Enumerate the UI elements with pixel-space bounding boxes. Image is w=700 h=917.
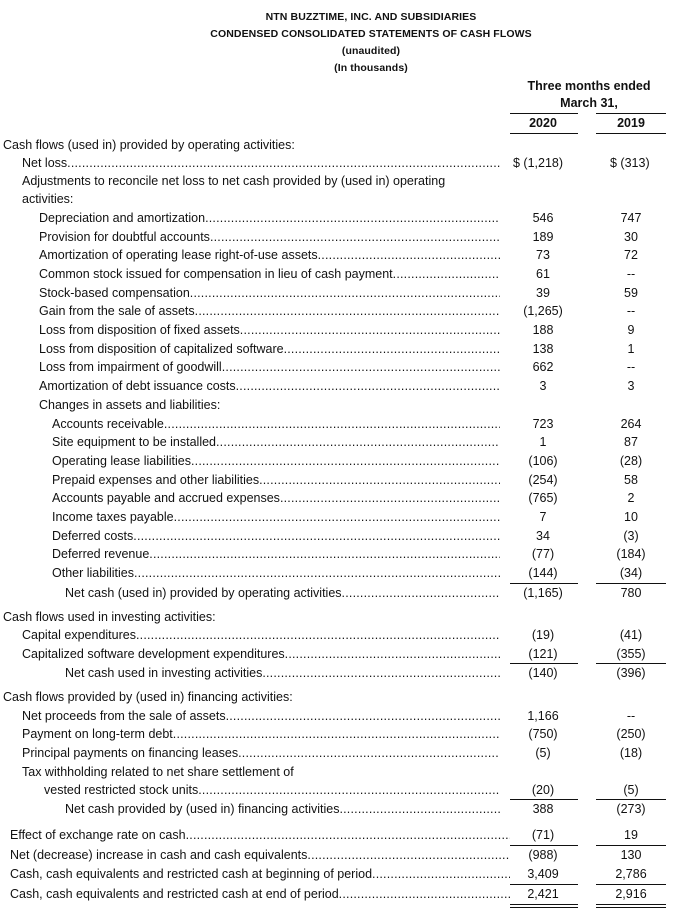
table-row: Cash, cash equivalents and restricted cash at beginning of period ..... 3,409 2,786 (0, 865, 700, 884)
financing-total-row: Net cash provided by (used in) financing activities ..... 388 (273) (0, 800, 700, 819)
table-row: Site equipment to be installed ..... 1 87 (0, 433, 700, 452)
investing-total-row: Net cash used in investing activities ..... (140) (396) (0, 664, 700, 683)
table-row: Deferred revenue ..... (77) (184) (0, 545, 700, 564)
double-underline (510, 904, 578, 905)
table-row: Prepaid expenses and other liabilities ..... (254) 58 (0, 471, 700, 490)
table-row: Amortization of operating lease right-of-use assets ..... 73 72 (0, 246, 700, 265)
tax-withholding-heading: Tax withholding related to net share settlement of (22, 765, 294, 779)
table-row: Loss from impairment of goodwill ..... 662 -- (0, 358, 700, 377)
table-row: Gain from the sale of assets ..... (1,265) -- (0, 302, 700, 321)
statement-title: CONDENSED CONSOLIDATED STATEMENTS OF CASH FLOWS (210, 28, 532, 40)
table-row: Net proceeds from the sale of assets ..... 1,166 -- (0, 707, 700, 726)
table-row: Net loss ..... $ (1,218) $ (313) (0, 154, 700, 173)
double-underline (596, 904, 666, 905)
audit-note: (unaudited) (341, 45, 401, 57)
changes-heading: Changes in assets and liabilities: (39, 398, 221, 412)
period-header-line1: Three months ended (527, 79, 651, 93)
table-row: Income taxes payable ..... 7 10 (0, 508, 700, 527)
table-row: Accounts payable and accrued expenses ..... (765) 2 (0, 489, 700, 508)
company-name: NTN BUZZTIME, INC. AND SUBSIDIARIES (265, 11, 477, 23)
table-row: Cash, cash equivalents and restricted cash at end of period ..... 2,421 2,916 (0, 885, 700, 904)
year-header-rule (596, 133, 666, 134)
adjustments-heading: Adjustments to reconcile net loss to net cash provided by (used in) operating (22, 174, 446, 188)
table-row: Operating lease liabilities ..... (106) (28) (0, 452, 700, 471)
table-row: Effect of exchange rate on cash ..... (71) 19 (0, 826, 700, 845)
table-row: Capital expenditures ..... (19) (41) (0, 626, 700, 645)
table-row: Principal payments on financing leases ..... (5) (18) (0, 744, 700, 763)
table-row: Deferred costs ..... 34 (3) (0, 527, 700, 546)
table-row: Amortization of debt issuance costs ..... 3 3 (0, 377, 700, 396)
double-underline (510, 907, 578, 908)
table-row: Payment on long-term debt ..... (750) (250) (0, 725, 700, 744)
table-row: Capitalized software development expenditures ..... (121) (355) (0, 645, 700, 664)
table-row: Loss from disposition of fixed assets ..... 188 9 (0, 321, 700, 340)
table-row: Accounts receivable ..... 723 264 (0, 415, 700, 434)
period-header-line2: March 31, (560, 96, 618, 110)
year-2019-header: 2019 (617, 116, 645, 130)
table-row: Other liabilities ..... (144) (34) (0, 564, 700, 583)
units-note: (In thousands) (334, 62, 408, 74)
double-underline (596, 907, 666, 908)
table-row: Loss from disposition of capitalized software ..... 138 1 (0, 340, 700, 359)
adjustments-heading-cont: activities: (22, 192, 74, 206)
table-row: Provision for doubtful accounts ..... 189 30 (0, 228, 700, 247)
section-heading-investing: Cash flows used in investing activities: (3, 610, 216, 624)
year-header-rule (510, 133, 578, 134)
section-heading-financing: Cash flows provided by (used in) financing activities: (3, 690, 293, 704)
section-heading-operating: Cash flows (used in) provided by operating activities: (3, 138, 295, 152)
year-2020-header: 2020 (529, 116, 557, 130)
operating-total-row: Net cash (used in) provided by operating activities ..... (1,165) 780 (0, 584, 700, 603)
table-row: Common stock issued for compensation in lieu of cash payment ..... 61 -- (0, 265, 700, 284)
table-row: Depreciation and amortization ..... 546 747 (0, 209, 700, 228)
table-row: vested restricted stock units ..... (20) (5) (0, 781, 700, 800)
period-header-rule (510, 113, 578, 114)
period-header-rule (596, 113, 666, 114)
table-row: Stock-based compensation ..... 39 59 (0, 284, 700, 303)
table-row: Net (decrease) increase in cash and cash equivalents ..... (988) 130 (0, 846, 700, 865)
